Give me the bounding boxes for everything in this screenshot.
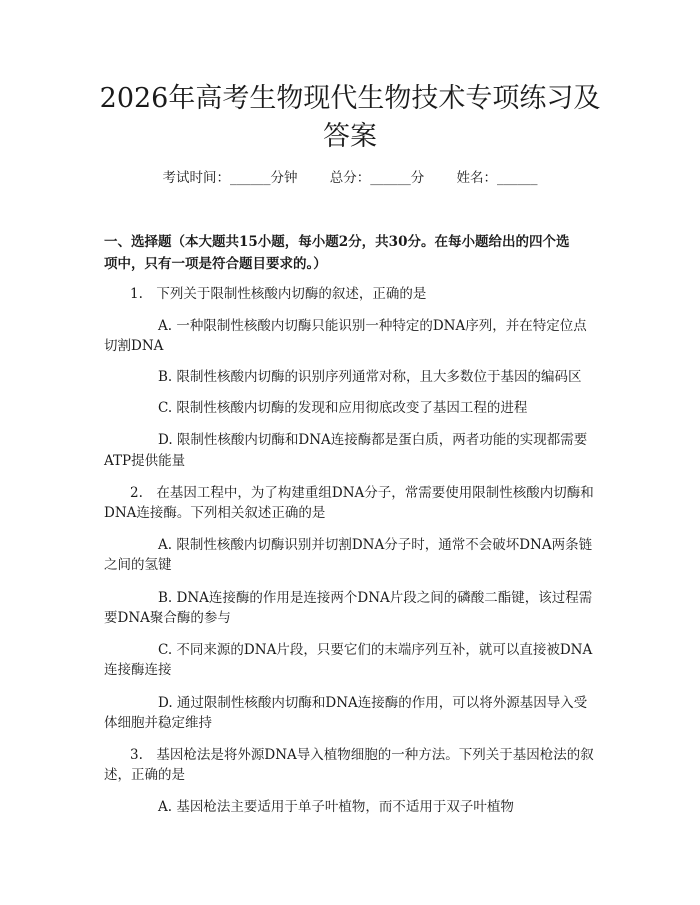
question-2-option-a: A. 限制性核酸内切酶识别并切割DNA分子时，通常不会破坏DNA两条链	[158, 537, 593, 553]
question-1-option-b: B. 限制性核酸内切酶的识别序列通常对称，且大多数位于基因的编码区	[158, 369, 582, 385]
question-2-option-b: B. DNA连接酶的作用是连接两个DNA片段之间的磷酸二酯键，该过程需	[158, 590, 593, 606]
exam-time-label: 考试时间：______分钟	[162, 170, 298, 186]
question-3-stem: 3. 基因枪法是将外源DNA导入植物细胞的一种方法。下列关于基因枪法的叙	[130, 747, 594, 763]
question-2-option-a-cont: 之间的氢键	[104, 557, 172, 573]
section-heading-line: 项中，只有一项是符合题目要求的。）	[104, 256, 327, 272]
section-heading-line: 一、选择题（本大题共15小题，每小题2分，共30分。在每小题给出的四个选	[104, 234, 570, 250]
question-1-option-d: D. 限制性核酸内切酶和DNA连接酶都是蛋白质，两者功能的实现都需要	[158, 432, 588, 448]
question-2-stem: 2. 在基因工程中，为了构建重组DNA分子，常需要使用限制性核酸内切酶和	[130, 485, 594, 501]
question-1-stem: 1. 下列关于限制性核酸内切酶的叙述，正确的是	[130, 286, 427, 302]
question-2-stem-cont: DNA连接酶。下列相关叙述正确的是	[104, 505, 326, 521]
question-2-option-c-cont: 连接酶连接	[104, 662, 172, 678]
question-2-option-b-cont: 要DNA聚合酶的参与	[104, 610, 231, 626]
exam-info	[0, 168, 700, 188]
exam-score-label: 总分：______分	[329, 170, 425, 186]
section-heading	[104, 231, 604, 275]
document-title: 2026年高考生物现代生物技术专项练习及答案	[99, 83, 601, 152]
question-1-option-d-cont: ATP提供能量	[104, 453, 186, 469]
question-1-option-a: A. 一种限制性核酸内切酶只能识别一种特定的DNA序列，并在特定位点	[158, 318, 587, 334]
exam-name-label: 姓名：______	[456, 170, 538, 186]
question-3-stem-cont: 述，正确的是	[104, 767, 185, 783]
question-1-option-a-cont: 切割DNA	[104, 338, 164, 354]
question-1-option-c: C. 限制性核酸内切酶的发现和应用彻底改变了基因工程的进程	[158, 400, 528, 416]
question-2-option-c: C. 不同来源的DNA片段，只要它们的末端序列互补，就可以直接被DNA	[158, 642, 593, 658]
question-2-option-d-cont: 体细胞并稳定维持	[104, 715, 212, 731]
question-3-option-a: A. 基因枪法主要适用于单子叶植物，而不适用于双子叶植物	[158, 799, 514, 815]
question-2-option-d: D. 通过限制性核酸内切酶和DNA连接酶的作用，可以将外源基因导入受	[158, 695, 588, 711]
